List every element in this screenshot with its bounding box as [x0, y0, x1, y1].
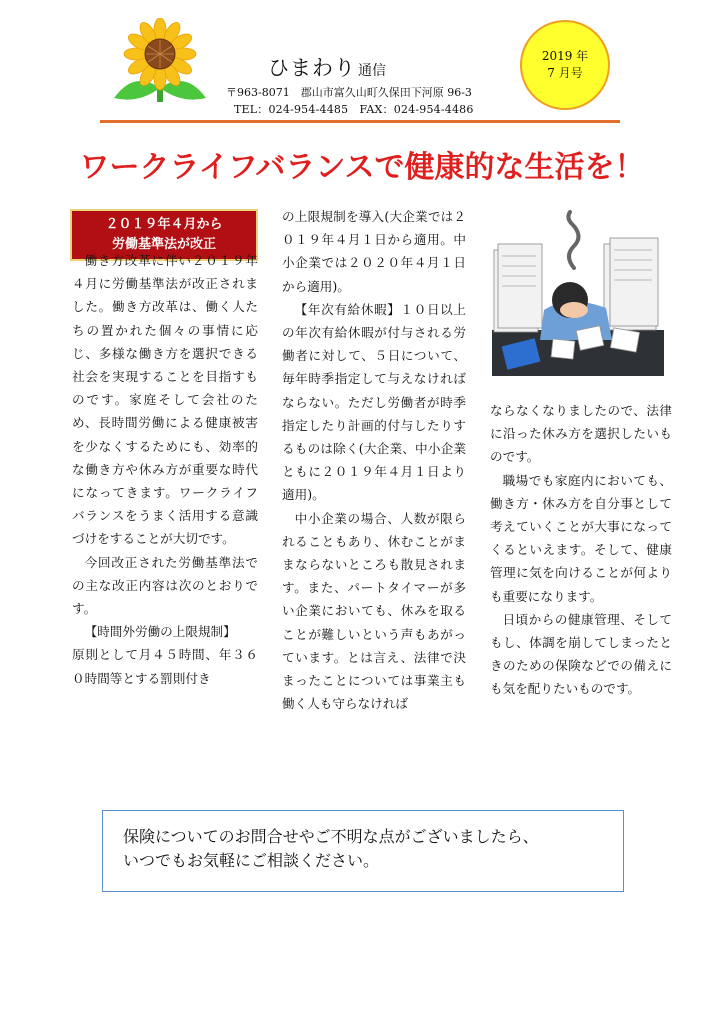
paragraph: ならなくなりましたので、法律に沿った休み方を選択したいものです。 — [490, 403, 672, 465]
section-title-line1: ２０１９年４月から — [105, 217, 223, 232]
paragraph: 【時間外労働の上限規制】 — [84, 624, 236, 640]
contact-box — [102, 810, 624, 892]
contact-line-1: 保険についてのお問合せやご不明な点がございましたら、 — [123, 827, 539, 846]
headline: ワークライフバランスで健康的な生活を！ — [79, 150, 645, 185]
paragraph: 今回改正された労働基準法での主な改正内容は次のとおりです。 — [72, 554, 258, 617]
paragraph: の上限規制を導入(大企業では２０１９年４月１日から適用。中小企業では２０２０年４月１日から適用)。 — [282, 209, 466, 294]
header-rule — [100, 120, 620, 123]
issue-year: 2019 年 — [541, 49, 589, 63]
section-title-line2: 労働基準法が改正 — [111, 237, 216, 252]
newsletter-title-suffix: 通信 — [358, 63, 386, 79]
article-column-2 — [282, 205, 466, 715]
paragraph: 職場でも家庭内においても、働き方・休み方を自分事として考えていくことが大事になってくるといえます。そして、健康管理に気を向けることが何よりも重要になります。 — [490, 472, 672, 604]
article-column-3 — [490, 399, 672, 701]
sunflower-logo-icon — [104, 18, 216, 110]
newsletter-title — [268, 52, 386, 82]
contact-line-2: いつでもお気軽にご相談ください。 — [123, 851, 380, 870]
paragraph: 原則として月４５時間、年３６０時間等とする罰則付き — [72, 647, 258, 686]
tel-fax: TEL：024-954-4485 FAX：024-954-4486 — [234, 103, 474, 116]
issue-month: 7 月号 — [547, 66, 583, 80]
paragraph: 【年次有給休暇】１０日以上の年次有給休暇が付与される労働者に対して、５日について、毎年時季指定して与えなければならない。ただし労働者が時季指定したり計画的付与したりするものは除く(大企業、中小企業ともに２０１９年４月１日より適用)。 — [282, 301, 466, 503]
tired-worker-illustration — [488, 210, 668, 380]
paragraph: 日頃からの健康管理、そしてもし、体調を崩してしまったときのための保険などでの備えにも気を配りたいものです。 — [490, 611, 672, 697]
newsletter-title-main: ひまわり — [268, 56, 356, 80]
paragraph: 働き方改革に伴い２０１９年４月に労働基準法が改正されました。働き方改革は、働く人たちの置かれた個々の事情に応じ、多様な働き方を選択できる社会を実現することを目指すものです。家庭そして会社のため、長時間労働による健康被害を少なくするためにも、効率的な働き方や休み方が重要な時代になってきます。ワークライフバランスをうまく活用する意識づけをすることが大切です。 — [72, 253, 258, 547]
article-column-1 — [72, 249, 258, 690]
paragraph: 中小企業の場合、人数が限られることもあり、休むことがままならないところも散見されます。また、パートタイマーが多い企業においても、休みを取ることが難しいという声もあがっています。とは言え、法律で決まったことについては事業主も働く人も守らなければ — [282, 510, 466, 712]
address: 〒963-8071 郡山市富久山町久保田下河原 96-3 — [226, 86, 472, 99]
issue-badge — [520, 20, 610, 110]
